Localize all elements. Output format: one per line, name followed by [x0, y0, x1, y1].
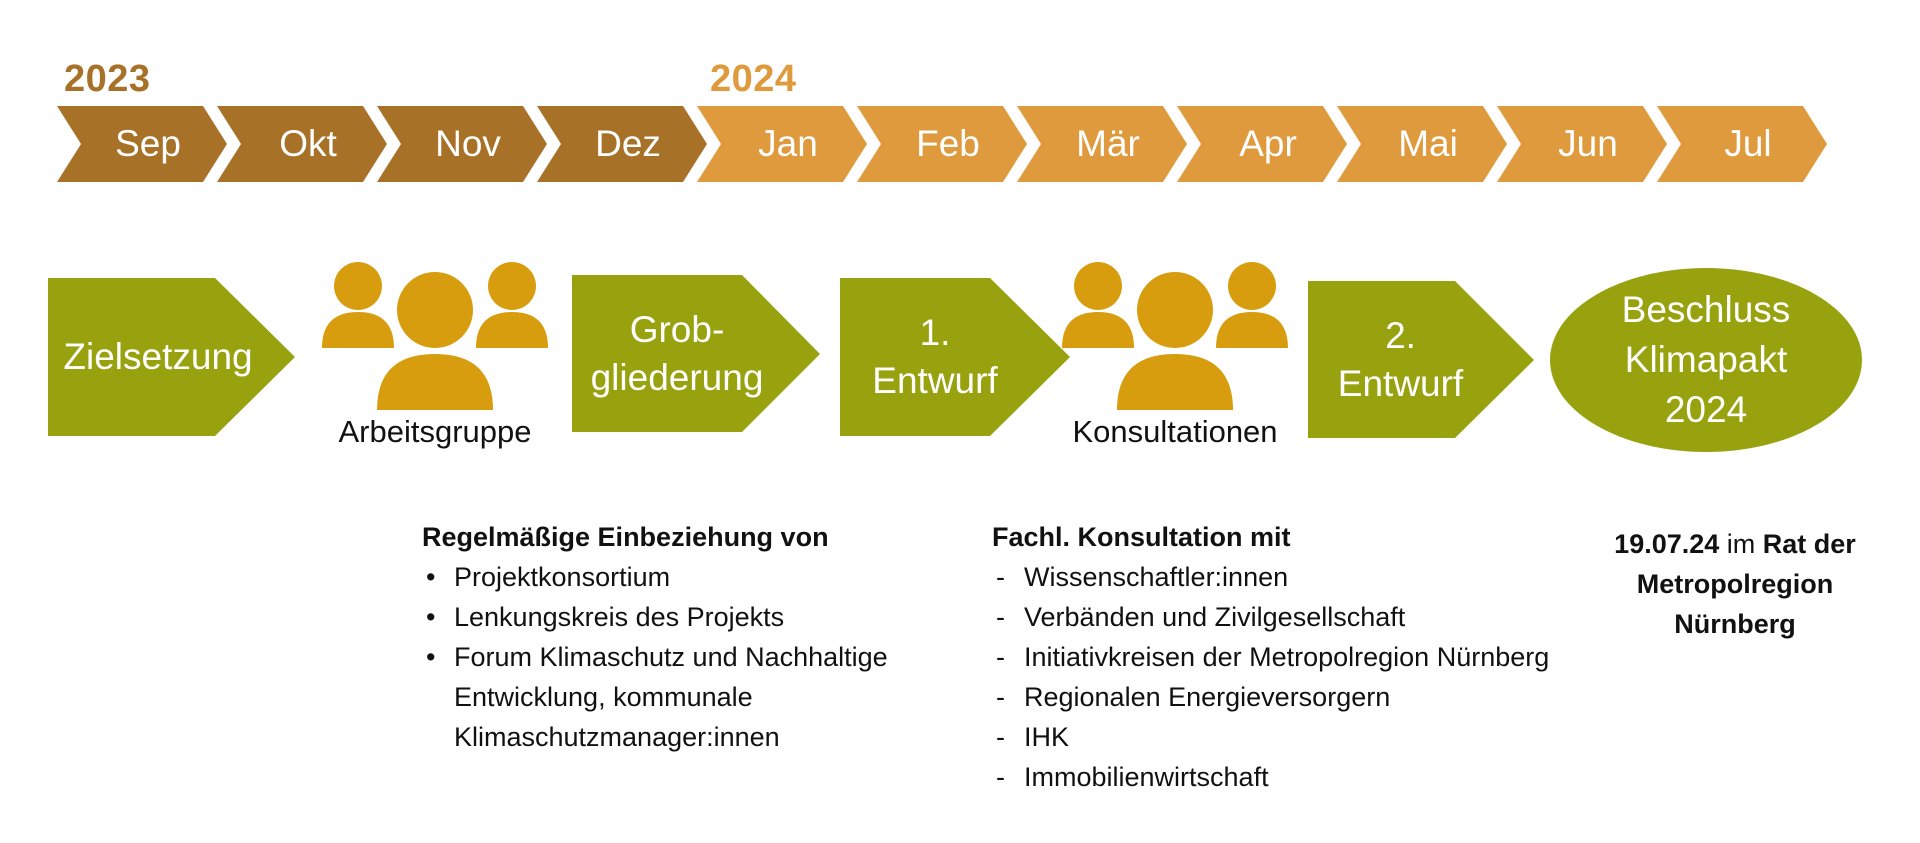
month-label: Nov — [435, 123, 501, 164]
konsultation-info-heading: Fachl. Konsultation mit — [992, 522, 1291, 552]
dash-mark: - — [996, 762, 1005, 792]
bullet-mark: • — [426, 642, 436, 672]
decision-body: Rat der — [1762, 529, 1856, 559]
dash-mark: - — [996, 682, 1005, 712]
list-item — [422, 557, 922, 597]
decision-note — [1600, 524, 1870, 644]
list-item — [992, 757, 1592, 797]
step-text: gliederung — [590, 356, 764, 398]
decision-line — [1600, 524, 1870, 564]
list-item — [992, 557, 1592, 597]
people-group-icon — [322, 262, 548, 410]
list-item-text: Projektkonsortium — [454, 562, 671, 592]
arbeitsgruppe-info — [422, 517, 922, 757]
decision-connector: im — [1719, 529, 1763, 559]
arbeitsgruppe-info-list — [422, 557, 922, 757]
list-item-text: Forum Klimaschutz und Nachhaltige — [454, 642, 888, 672]
step-text: 2024 — [1664, 389, 1748, 430]
list-item-text: Regionalen Energieversorgern — [1024, 682, 1391, 712]
step-text: Klimapakt — [1624, 339, 1788, 380]
step-text: Entwurf — [1337, 362, 1464, 404]
decision-body: Metropolregion — [1636, 569, 1834, 599]
year-label-2023: 2023 — [64, 58, 151, 100]
konsultationen-label: Konsultationen — [1072, 414, 1278, 449]
list-item — [992, 637, 1592, 677]
dash-mark: - — [996, 602, 1005, 632]
decision-line — [1600, 604, 1870, 644]
dash-mark: - — [996, 642, 1005, 672]
step-entwurf2-label — [1308, 281, 1493, 438]
list-item — [422, 637, 922, 757]
step-grobgliederung-label — [572, 275, 782, 432]
step-text: 1. — [919, 312, 951, 353]
konsultation-info-list — [992, 557, 1592, 797]
list-item-text: Verbänden und Zivilgesellschaft — [1024, 602, 1406, 632]
list-item-text: Lenkungskreis des Projekts — [454, 602, 785, 632]
konsultation-info — [992, 517, 1592, 797]
step-text: 2. — [1385, 314, 1416, 356]
month-label: Jan — [758, 123, 818, 164]
people-group-icon — [1062, 262, 1288, 410]
list-item-text: IHK — [1024, 722, 1070, 752]
list-item-text: Wissenschaftler:innen — [1024, 562, 1289, 592]
list-item — [992, 677, 1592, 717]
list-item — [422, 597, 922, 637]
list-item-text: Initiativkreisen der Metropolregion Nürnberg — [1024, 642, 1550, 672]
month-label: Feb — [916, 123, 980, 164]
month-label: Apr — [1239, 123, 1297, 164]
step-text: Zielsetzung — [63, 336, 253, 377]
step-entwurf1-label — [840, 278, 1030, 436]
month-label: Jun — [1558, 123, 1618, 164]
list-item — [992, 717, 1592, 757]
month-label: Mai — [1398, 123, 1458, 164]
step-zielsetzung-label — [48, 278, 268, 436]
arbeitsgruppe-info-heading: Regelmäßige Einbeziehung von — [422, 522, 829, 552]
bullet-mark: • — [426, 602, 436, 632]
decision-date: 19.07.24 — [1614, 529, 1720, 559]
month-label: Mär — [1076, 123, 1140, 164]
decision-body: Nürnberg — [1674, 609, 1796, 639]
dash-mark: - — [996, 562, 1005, 592]
bullet-mark: • — [426, 562, 436, 592]
list-item-text: Entwicklung, kommunale — [454, 682, 753, 712]
step-beschluss-label — [1550, 268, 1862, 452]
list-item-text: Klimaschutzmanager:innen — [454, 722, 780, 752]
list-item — [992, 597, 1592, 637]
dash-mark: - — [996, 722, 1005, 752]
month-label: Sep — [115, 123, 181, 164]
month-label: Jul — [1724, 123, 1772, 164]
list-item-text: Immobilienwirtschaft — [1024, 762, 1269, 792]
month-label: Dez — [595, 123, 661, 164]
step-text: Entwurf — [872, 360, 998, 401]
arbeitsgruppe-label: Arbeitsgruppe — [338, 414, 532, 449]
year-label-2024: 2024 — [710, 58, 797, 100]
month-label: Okt — [279, 123, 337, 164]
step-text: Grob- — [629, 308, 725, 350]
step-text: Beschluss — [1621, 289, 1791, 330]
decision-line — [1600, 564, 1870, 604]
